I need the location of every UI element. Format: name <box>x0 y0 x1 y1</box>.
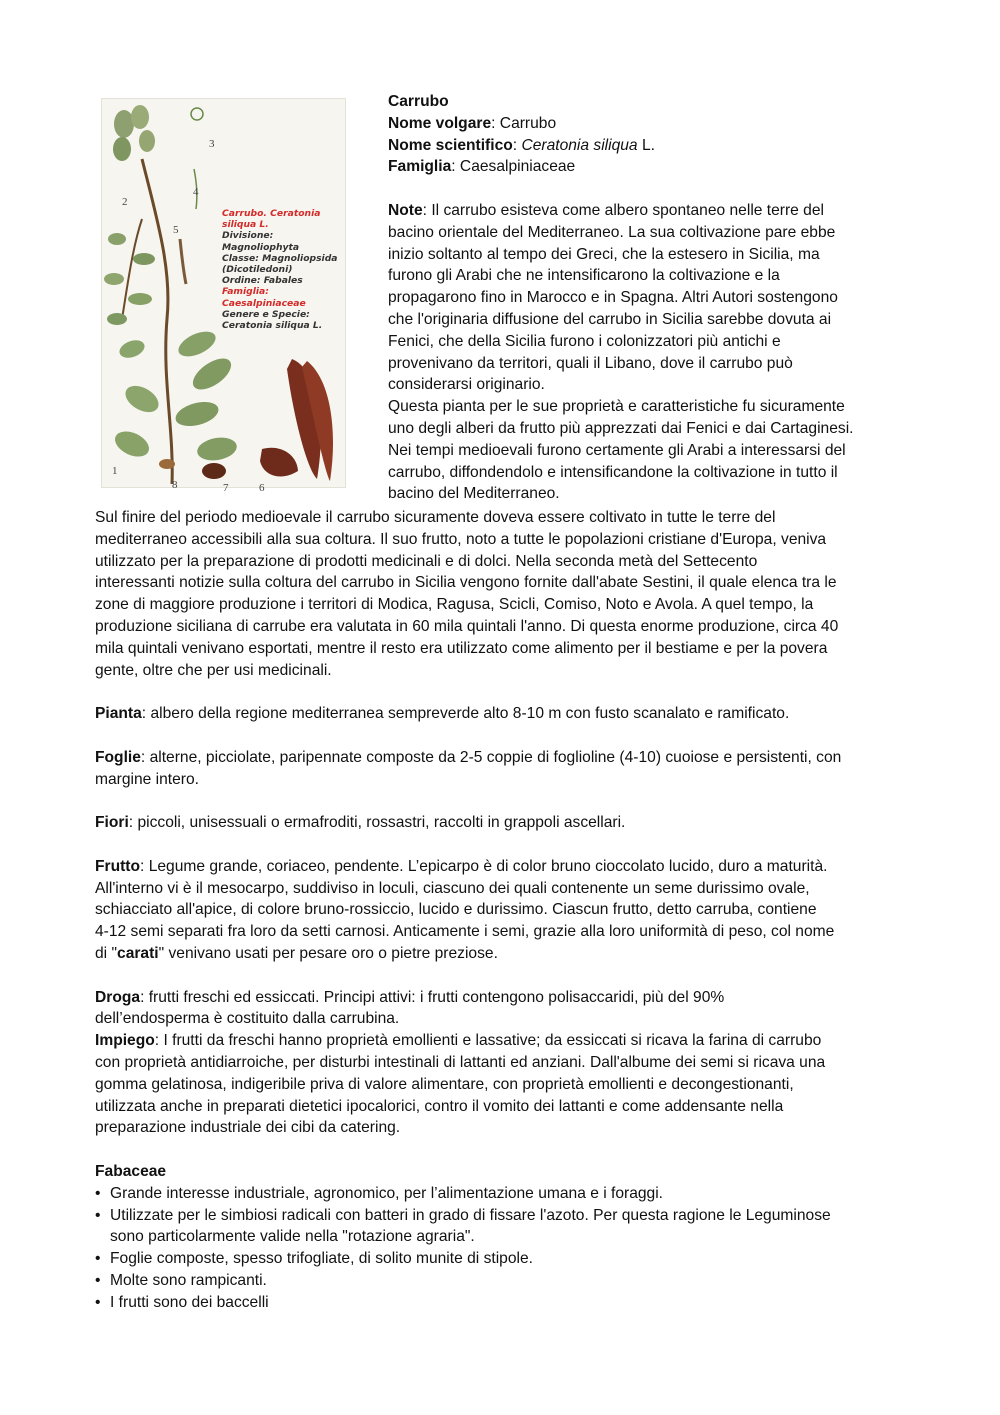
frutto-paragraph: Frutto: Legume grande, coriaceo, pendente. L’epicarpo è di color bruno cioccolato lucido, duro a maturità. All'interno vi è il mesocarpo, suddiviso in loculi, ciascuno dei quali contenente un seme durissimo ovale, schiacciato all'apice, di colore bruno-rossiccio, lucido e durissimo. Ciascun frutto, detto carruba, contiene 4-12 semi separati fra loro da setti carnosi. Anticamente i semi, grazie alla loro uniformità di peso, col nome di "carati" venivano usati per pesare oro o pietre preziose. <box>95 857 835 962</box>
caption-order: Ordine: Fabales <box>222 275 303 287</box>
note-paragraph: Note: Il carrubo esisteva come albero spontaneo nelle terre del bacino orientale del Mediterraneo. La sua coltivazione pare ebbe inizio soltanto al tempo dei Greci, che la estesero in Sicilia, ma furono gli Arabi che ne intensificarono la coltivazione e la propagarono fino in Marocco e in Spagna. Altri Autori sostengono che l'originaria diffusione del carrubo in Sicilia sarebbe dovuta ai Fenici, che della Sicilia furono i colonizzatori più antichi e provenivano da territori, quali il Libano, dove il carrubo può considerarsi originario. Questa pianta per le sue proprietà e caratteristiche fu sicuramente uno degli alberi da frutto più apprezzati dai Fenici e dai Cartaginesi. Nei tempi medioevali furono certamente gli Arabi a interessarsi del carrubo, diffondendolo e intensificandone la coltivazione in tutto il bacino del Mediterraneo. <box>388 201 854 503</box>
caption-division: Divisione: Magnoliophyta <box>222 230 300 253</box>
history-paragraph: Sul finire del periodo medioevale il carrubo sicuramente doveva essere coltivato in tutte le terre del mediterraneo accessibili alla sua coltura. Il suo frutto, noto a tutte le popolazioni cristiane d'Europa, veniva utilizzato per la preparazione di prodotti medicinali e di dolci. Nella seconda metà del Settecento interessanti notizie sulla coltura del carrubo in Sicilia vengono fornite dall'abate Sestini, il quale elenca tra le zone di maggiore produzione i territori di Modica, Ragusa, Scicli, Comiso, Noto e Avola. A quel tempo, la produzione siciliana di carrube era valutata in 60 mila quintali l'anno. Di questa enorme produzione, circa 40 mila quintali venivano esportati, mentre il resto era utilizzato come alimento per il bestiame e per la povera gente, oltre che per usi medicinali. <box>95 509 839 679</box>
plate-number: 1 <box>112 465 118 477</box>
caption-species: Ceratonia siliqua L. <box>222 320 323 332</box>
foglie-paragraph: Foglie: alterne, picciolate, paripennate composte da 2-5 coppie di foglioline (4-10) cuoiose e persistenti, con margine intero. <box>95 748 842 788</box>
plate-number: 6 <box>259 482 265 494</box>
plate-number: 8 <box>172 479 178 491</box>
famiglia-line: Famiglia: Caesalpiniaceae <box>388 158 576 176</box>
header-block <box>388 91 908 505</box>
droga-paragraph: Droga: frutti freschi ed essiccati. Principi attivi: i frutti contengono polisaccaridi, più del 90% dell’endosperma è costituito dalla carrubina. <box>95 988 725 1028</box>
plate-number: 4 <box>193 186 199 198</box>
list-item: • Grande interesse industriale, agronomico, per l’alimentazione umana e i foraggi. <box>95 1183 910 1205</box>
caption-class: Classe: Magnoliopsida <box>222 252 338 264</box>
plate-number: 5 <box>173 224 179 236</box>
page-title: Carrubo <box>388 93 449 110</box>
impiego-paragraph: Impiego: I frutti da freschi hanno proprietà emollienti e lassative; da essiccati si ricava la farina di carrubo con proprietà antidiarroiche, per disturbi intestinali di lattanti ed anziani. Dall'albume dei semi si ricava una gomma gelatinosa, indigeribile priva di valore alimentare, con proprietà emollienti e decongestionanti, utilizzata anche in preparati dietetici ipocalorici, contro il vomito dei lattanti e come addensante nella preparazione industriale dei cibi da catering. <box>95 1032 826 1137</box>
plate-number: 2 <box>122 196 128 208</box>
plate-number: 3 <box>209 138 215 150</box>
caption-class-note: (Dicotiledoni) <box>222 264 293 276</box>
body-text <box>95 507 910 1313</box>
caption-genus-species-label: Genere e Specie: <box>222 308 310 320</box>
caption-family: Famiglia: Caesalpiniaceae <box>222 286 306 309</box>
list-item: • Utilizzate per le simbiosi radicali con batteri in grado di fissare l'azoto. Per questa ragione le Leguminose sono particolarmente valide nella "rotazione agraria". <box>95 1205 910 1249</box>
plate-number: 7 <box>223 482 229 494</box>
pianta-paragraph: Pianta: albero della regione mediterranea sempreverde alto 8-10 m con fusto scanalato e ramificato. <box>95 705 790 723</box>
plate-caption <box>222 208 344 331</box>
list-item: • I frutti sono dei baccelli <box>95 1292 910 1314</box>
nome-volgare-line: Nome volgare: Carrubo <box>388 114 557 132</box>
fabaceae-heading: Fabaceae <box>95 1162 167 1180</box>
list-item: • Foglie composte, spesso trifogliate, di solito munite di stipole. <box>95 1248 910 1270</box>
list-item: • Molte sono rampicanti. <box>95 1270 910 1292</box>
caption-title: Carrubo. Ceratonia siliqua L. <box>222 208 321 231</box>
nome-scientifico-line: Nome scientifico: Ceratonia siliqua L. <box>388 136 655 154</box>
fabaceae-list <box>95 1183 910 1314</box>
fiori-paragraph: Fiori: piccoli, unisessuali o ermafroditi, rossastri, raccolti in grappoli ascellari. <box>95 814 626 832</box>
